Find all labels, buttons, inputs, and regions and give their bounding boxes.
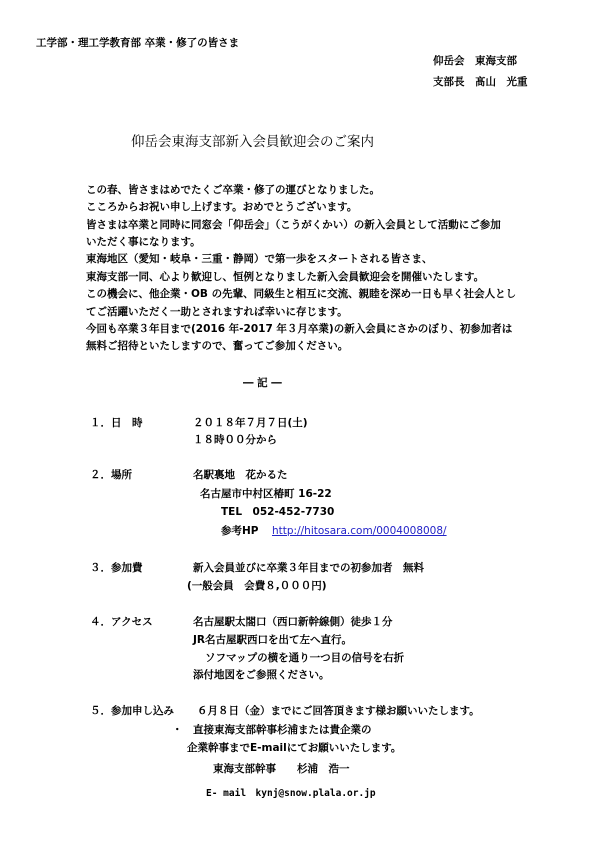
addressee: 工学部・理工学教育部 卒業・修了の皆さま <box>36 37 240 49</box>
body-line: 東海支部一同、心より歓迎し、恒例となりました新入会員歓迎会を開催いたします。 <box>86 271 485 283</box>
apply-line1: ６月８日（金）までにご回答頂きます様お願いいたします。 <box>197 705 480 717</box>
reference-hp-label: 参考HP <box>221 525 259 537</box>
access-line3: ソフマップの横を通り一つ目の信号を右折 <box>205 652 405 664</box>
body-line: 無料ご招待といたしますので、奮ってご参加ください。 <box>86 340 349 352</box>
access-line1: 名古屋駅太閤口（西口新幹線側）徒歩１分 <box>193 616 393 628</box>
page-title: 仰岳会東海支部新入会員歓迎会のご案内 <box>131 134 374 150</box>
contact-name: 東海支部幹事 杉浦 浩一 <box>213 763 350 775</box>
access-label: ４．アクセス <box>90 616 153 628</box>
sender-org: 仰岳会 東海支部 <box>433 55 517 67</box>
date-label: １．日 時 <box>90 417 143 429</box>
fee-line2: (一般会員 会費８,０００円) <box>187 580 327 592</box>
body-line: てご活躍いただく一助とされますれば幸いに存じます。 <box>86 306 348 318</box>
apply-line2: ・ 直接東海支部幹事杉浦または貴企業の <box>172 724 372 736</box>
place-tel: TEL 052-452-7730 <box>221 506 335 518</box>
body-line: 東海地区（愛知・岐阜・三重・静岡）で第一歩をスタートされる皆さま、 <box>86 253 433 265</box>
time-value: １８時００分から <box>193 434 277 446</box>
reference-hp-link[interactable]: http://hitosara.com/0004008008/ <box>272 525 447 537</box>
place-label: ２．場所 <box>90 469 132 481</box>
apply-label: ５．参加申し込み <box>90 705 174 717</box>
contact-email: E- mail kynj@snow.plala.or.jp <box>206 788 376 799</box>
fee-label: ３．参加費 <box>90 562 143 574</box>
body-line: この春、皆さまはめでたくご卒業・修了の運びとなりました。 <box>86 184 380 196</box>
body-line: この機会に、他企業・OB の先輩、同級生と相互に交流、親睦を深め一日も早く社会人とし <box>86 288 517 300</box>
place-name: 名駅裏地 花かるた <box>193 469 288 481</box>
apply-line3: 企業幹事までE-mailにてお願いいたします。 <box>187 742 402 754</box>
place-address: 名古屋市中村区椿町 16-22 <box>200 488 332 500</box>
body-line: 皆さまは卒業と同時に同窓会「仰岳会」（こうがくかい）の新入会員として活動にご参加 <box>86 219 501 231</box>
fee-line1: 新入会員並びに卒業３年目までの初参加者 無料 <box>193 562 424 574</box>
body-line: 今回も卒業３年目まで(2016 年-2017 年３月卒業)の新入会員にさかのぼり、初参加者は <box>86 323 513 335</box>
body-line: いただく事になります。 <box>86 236 201 248</box>
sender-name: 支部長 髙山 光重 <box>433 76 528 88</box>
access-line2: JR名古屋駅西口を出て左へ直行。 <box>193 634 352 646</box>
date-value: ２０１８年７月７日(土) <box>193 417 308 429</box>
body-line: こころからお祝い申し上げます。おめでとうございます。 <box>86 201 358 213</box>
ki-heading: ― 記 ― <box>243 377 282 389</box>
access-line4: 添付地図をご参照ください。 <box>193 669 330 681</box>
